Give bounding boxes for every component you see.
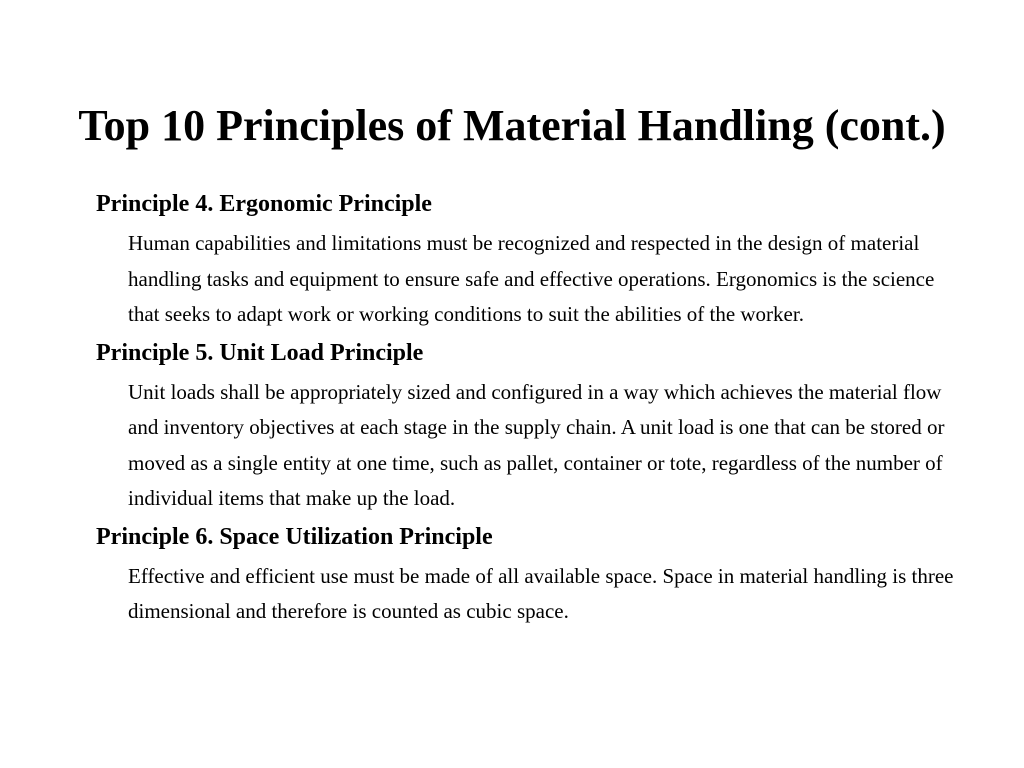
principle-6-description: Effective and efficient use must be made of all available space. Space in material handling is three dimensional and therefore is counted as cubic space. [128,563,954,623]
principle-6 [96,519,976,630]
slide-content [96,186,976,632]
principle-5-description: Unit loads shall be appropriately sized and configured in a way which achieves the material flow and inventory objectives at each stage in the supply chain. A unit load is one that can be stored or moved as a single entity at one time, such as pallet, container or tote, regardless of the number of individual items that make up the load. [128,379,945,510]
principle-4-description: Human capabilities and limitations must be recognized and respected in the design of material handling tasks and equipment to ensure safe and effective operations. Ergonomics is the science that seeks to adapt work or working conditions to suit the abilities of the worker. [128,231,935,326]
principle-5-heading: Principle 5. Unit Load Principle [96,339,424,366]
principle-4-heading: Principle 4. Ergonomic Principle [96,191,432,217]
principle-5 [96,335,976,517]
slide-title: Top 10 Principles of Material Handling (cont.) [78,101,946,150]
principle-6-heading: Principle 6. Space Utilization Principle [96,523,493,550]
principle-4 [96,186,976,333]
